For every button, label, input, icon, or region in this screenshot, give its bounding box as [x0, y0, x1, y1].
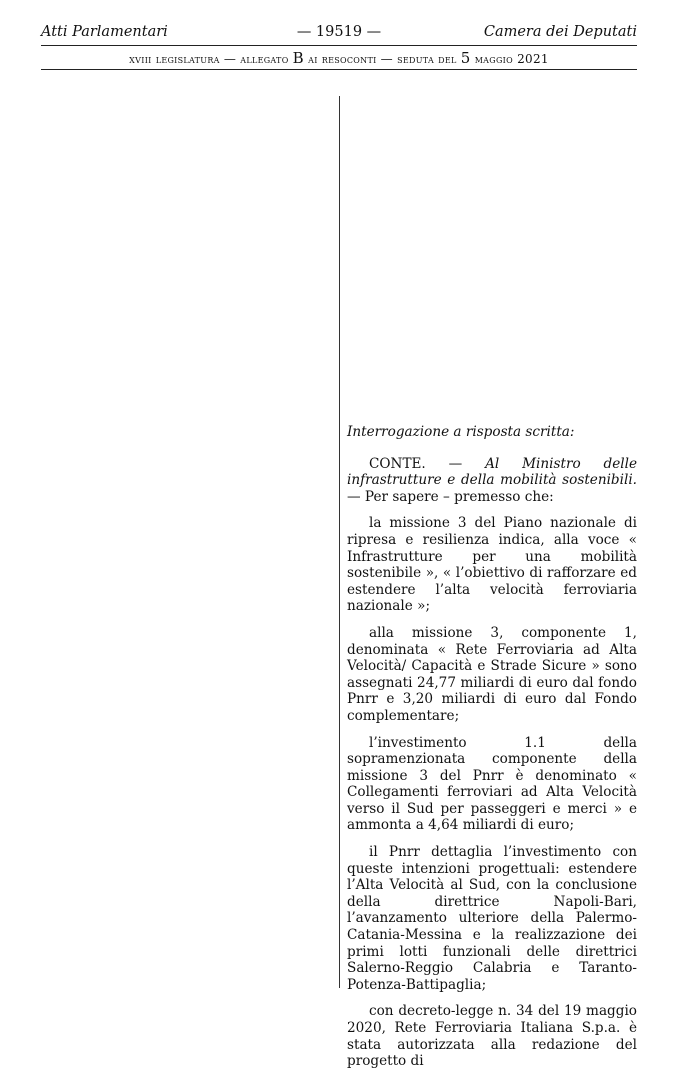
session-subheader: xviii legislatura — allegato B ai resoconti — seduta del 5 maggio 2021	[129, 49, 549, 67]
publication-name: Atti Parlamentari	[41, 24, 168, 40]
header-rule-bottom	[41, 69, 637, 70]
paragraph: con decreto-legge n. 34 del 19 maggio 2020, Rete Ferroviaria Italiana S.p.a. è stata autorizzata alla redazione del progetto di	[347, 1003, 637, 1070]
paragraph: il Pnrr dettaglia l’investimento con queste intenzioni progettuali: estendere l’Alta Velocità al Sud, con la conclusione della direttrice Napoli-Bari, l’avanzamento ulteriore della Palermo-Catania-Messina e la realizzazione dei primi lotti funzionali delle direttrici Salerno-Reggio Calabria e Taranto-Potenza-Battipaglia;	[347, 844, 637, 993]
section-heading: Interrogazione a risposta scritta:	[347, 424, 575, 440]
column-divider	[339, 96, 340, 988]
paragraph: la missione 3 del Piano nazionale di ripresa e resilienza indica, alla voce « Infrastrutture per una mobilità sostenibile », « l’obiettivo di rafforzare ed estendere l’alta velocità ferroviaria nazionale »;	[347, 515, 637, 615]
chamber-name: Camera dei Deputati	[483, 24, 637, 40]
question-intro: CONTE. — Al Ministro delle infrastrutture e della mobilità sostenibili. — Per sapere – premesso che:	[347, 455, 637, 505]
header-rule-top	[41, 45, 637, 46]
paragraph: l’investimento 1.1 della sopramenzionata componente della missione 3 del Pnrr è denominato « Collegamenti ferroviari ad Alta Velocità verso il Sud per passeggeri e merci » e ammonta a 4,64 miliardi di euro;	[347, 734, 637, 834]
right-column	[347, 424, 637, 1080]
page-header	[41, 24, 637, 44]
author-name: CONTE.	[369, 455, 426, 472]
page-number: — 19519 —	[296, 24, 382, 40]
paragraph: alla missione 3, componente 1, denominata « Rete Ferroviaria ad Alta Velocità/ Capacità e Strade Sicure » sono assegnati 24,77 miliardi di euro dal fondo Pnrr e 3,20 miliardi di euro dal Fondo complementare;	[347, 624, 637, 724]
addressee: Al Ministro delle infrastrutture e della mobilità sostenibili.	[347, 455, 637, 489]
